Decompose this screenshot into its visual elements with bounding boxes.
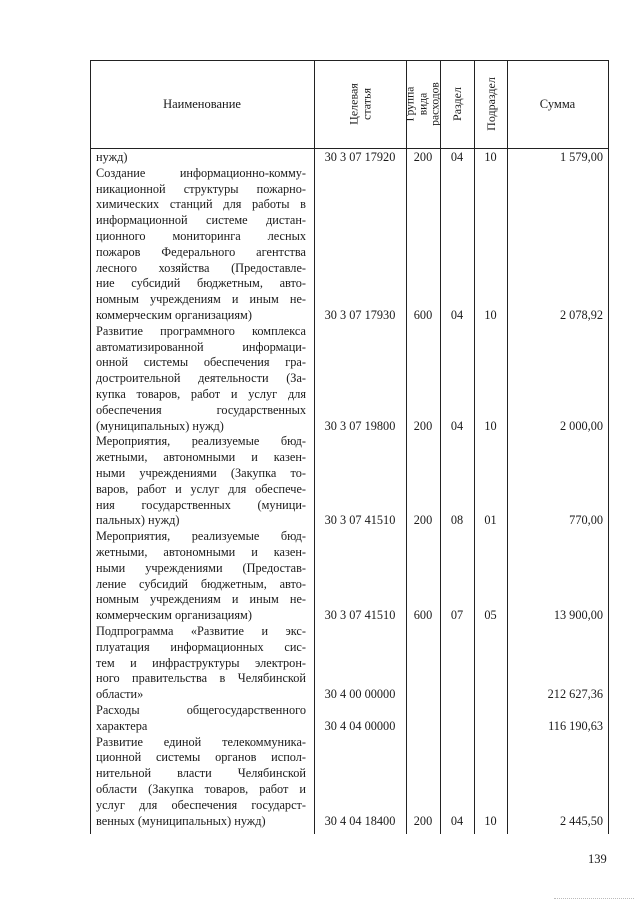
col-border-group — [406, 60, 407, 834]
row-section: 04 — [450, 418, 464, 433]
col-border-section — [440, 60, 441, 834]
row-section: 07 — [450, 608, 464, 623]
row-name-line: коммерческим организациям) — [96, 608, 252, 623]
row-code: 30 4 00 00000 — [324, 687, 396, 702]
row-name-line: пальных) нужд) — [96, 513, 180, 528]
row-subsection: 10 — [484, 150, 497, 164]
row-name-line: автоматизированной информаци- — [96, 339, 306, 354]
row-name-line: информационной системе дистан- — [96, 213, 306, 228]
row-name-line: ными учреждениями (Предостав- — [96, 560, 306, 575]
row-name-line: Подпрограмма «Развитие и экс- — [96, 624, 306, 638]
row-name-line: венных (муниципальных) нужд) — [96, 813, 266, 828]
row-name-line: ционной системы органов испол- — [96, 750, 306, 765]
row-group: 200 — [413, 513, 433, 528]
row-name-line: ционного мониторинга лесных — [96, 229, 306, 243]
row-amount: 1 579,00 — [559, 150, 603, 164]
row-subsection: 10 — [484, 813, 497, 828]
header-amount — [507, 60, 608, 148]
header-name-label: Наименование — [163, 96, 241, 111]
row-name-line: нительной власти Челябинской — [96, 766, 306, 781]
row-name-line: ние субсидий бюджетным, авто- — [96, 276, 306, 291]
row-name-line: химических станций для работы в — [96, 197, 306, 212]
row-amount: 116 190,63 — [548, 718, 603, 733]
row-name-line: достроительной деятельности (За- — [96, 371, 306, 386]
row-amount: 2 078,92 — [559, 308, 603, 322]
row-name-line: плуатация информационных сис- — [96, 639, 306, 654]
row-name-line: жетными, автономными и казен- — [96, 545, 306, 559]
header-target-article-label: Целевая статья — [346, 83, 373, 125]
row-code: 30 3 07 19800 — [324, 418, 396, 433]
header-name — [90, 60, 314, 148]
header-expense-group — [406, 60, 440, 148]
row-name-line: нужд) — [96, 150, 128, 164]
header-target-article — [314, 60, 406, 148]
row-name-line: ление субсидий бюджетным, авто- — [96, 576, 306, 591]
row-section: 08 — [450, 513, 464, 528]
row-group: 600 — [413, 308, 433, 322]
row-group: 200 — [413, 813, 433, 828]
row-name-line: лесного хозяйства (Предоставле- — [96, 260, 306, 275]
header-bottom-border — [90, 148, 608, 149]
row-name-line: жетными, автономными и казен- — [96, 450, 306, 465]
header-amount-label: Сумма — [539, 96, 576, 111]
row-name-line: Развитие программного комплекса — [96, 323, 306, 338]
header-subsection — [474, 60, 507, 148]
row-section: 04 — [450, 813, 464, 828]
table-top-border — [90, 60, 608, 61]
row-group: 200 — [413, 150, 433, 164]
row-amount: 212 627,36 — [547, 687, 603, 702]
row-amount: 2 445,50 — [559, 813, 603, 828]
row-name-line: Создание информационно-комму- — [96, 165, 306, 180]
row-name-line: коммерческим организациям) — [96, 308, 252, 322]
row-name-line: Расходы общегосударственного — [96, 703, 306, 717]
page-number: 139 — [588, 852, 607, 866]
row-subsection: 10 — [484, 418, 497, 433]
row-section: 04 — [450, 308, 464, 322]
scan-artifact — [554, 898, 634, 901]
row-name-line: области» — [96, 687, 144, 702]
row-name-line: ния государственных (муници- — [96, 497, 306, 512]
row-name-line: характера — [96, 718, 148, 733]
col-border-subsection — [474, 60, 475, 834]
budget-table — [90, 60, 608, 834]
row-name-line: номным учреждениям и иным не- — [96, 292, 306, 307]
row-name-line: купка товаров, работ и услуг для — [96, 387, 306, 401]
row-name-line: обеспечения государственных — [96, 402, 306, 417]
row-name-line: варов, работ и услуг для обеспече- — [96, 481, 306, 496]
row-subsection: 10 — [484, 308, 497, 322]
row-code: 30 4 04 00000 — [324, 718, 396, 733]
header-subsection-label: Подраздел — [483, 77, 498, 131]
row-amount: 770,00 — [569, 513, 603, 528]
col-border-code — [314, 60, 315, 834]
row-amount: 13 900,00 — [553, 608, 603, 623]
row-name-line: тем и инфраструктуры электрон- — [96, 655, 306, 670]
row-code: 30 3 07 41510 — [324, 513, 396, 528]
row-code: 30 4 04 18400 — [324, 813, 396, 828]
row-name-line: ного правительства в Челябинской — [96, 671, 306, 686]
row-subsection: 05 — [484, 608, 497, 623]
row-group: 200 — [413, 418, 433, 433]
header-section — [440, 60, 474, 148]
row-name-line: (муниципальных) нужд) — [96, 418, 224, 433]
header-expense-group-label: Группа вида расходов — [404, 82, 442, 126]
row-name-line: никационной структуры пожарно- — [96, 181, 306, 196]
row-group: 600 — [413, 608, 433, 623]
row-name-line: Развитие единой телекоммуника- — [96, 734, 306, 749]
row-section: 04 — [450, 150, 464, 164]
row-amount: 2 000,00 — [559, 418, 603, 433]
row-name-line: Мероприятия, реализуемые бюд- — [96, 434, 306, 449]
header-section-label: Раздел — [449, 87, 464, 121]
row-code: 30 3 07 41510 — [324, 608, 396, 623]
col-border-right — [608, 60, 609, 834]
row-code: 30 3 07 17930 — [324, 308, 396, 322]
row-name-line: пожаров Федерального агентства — [96, 244, 306, 259]
row-name-line: онной системы обеспечения гра- — [96, 355, 306, 370]
col-border-left — [90, 60, 91, 834]
row-name-line: ными учреждениями (Закупка то- — [96, 466, 306, 480]
row-name-line: номным учреждениям и иным не- — [96, 592, 306, 607]
row-name-line: услуг для обеспечения государст- — [96, 797, 306, 812]
row-subsection: 01 — [484, 513, 497, 528]
row-code: 30 3 07 17920 — [324, 150, 396, 164]
row-name-line: области (Закупка товаров, работ и — [96, 782, 306, 796]
row-name-line: Мероприятия, реализуемые бюд- — [96, 529, 306, 544]
